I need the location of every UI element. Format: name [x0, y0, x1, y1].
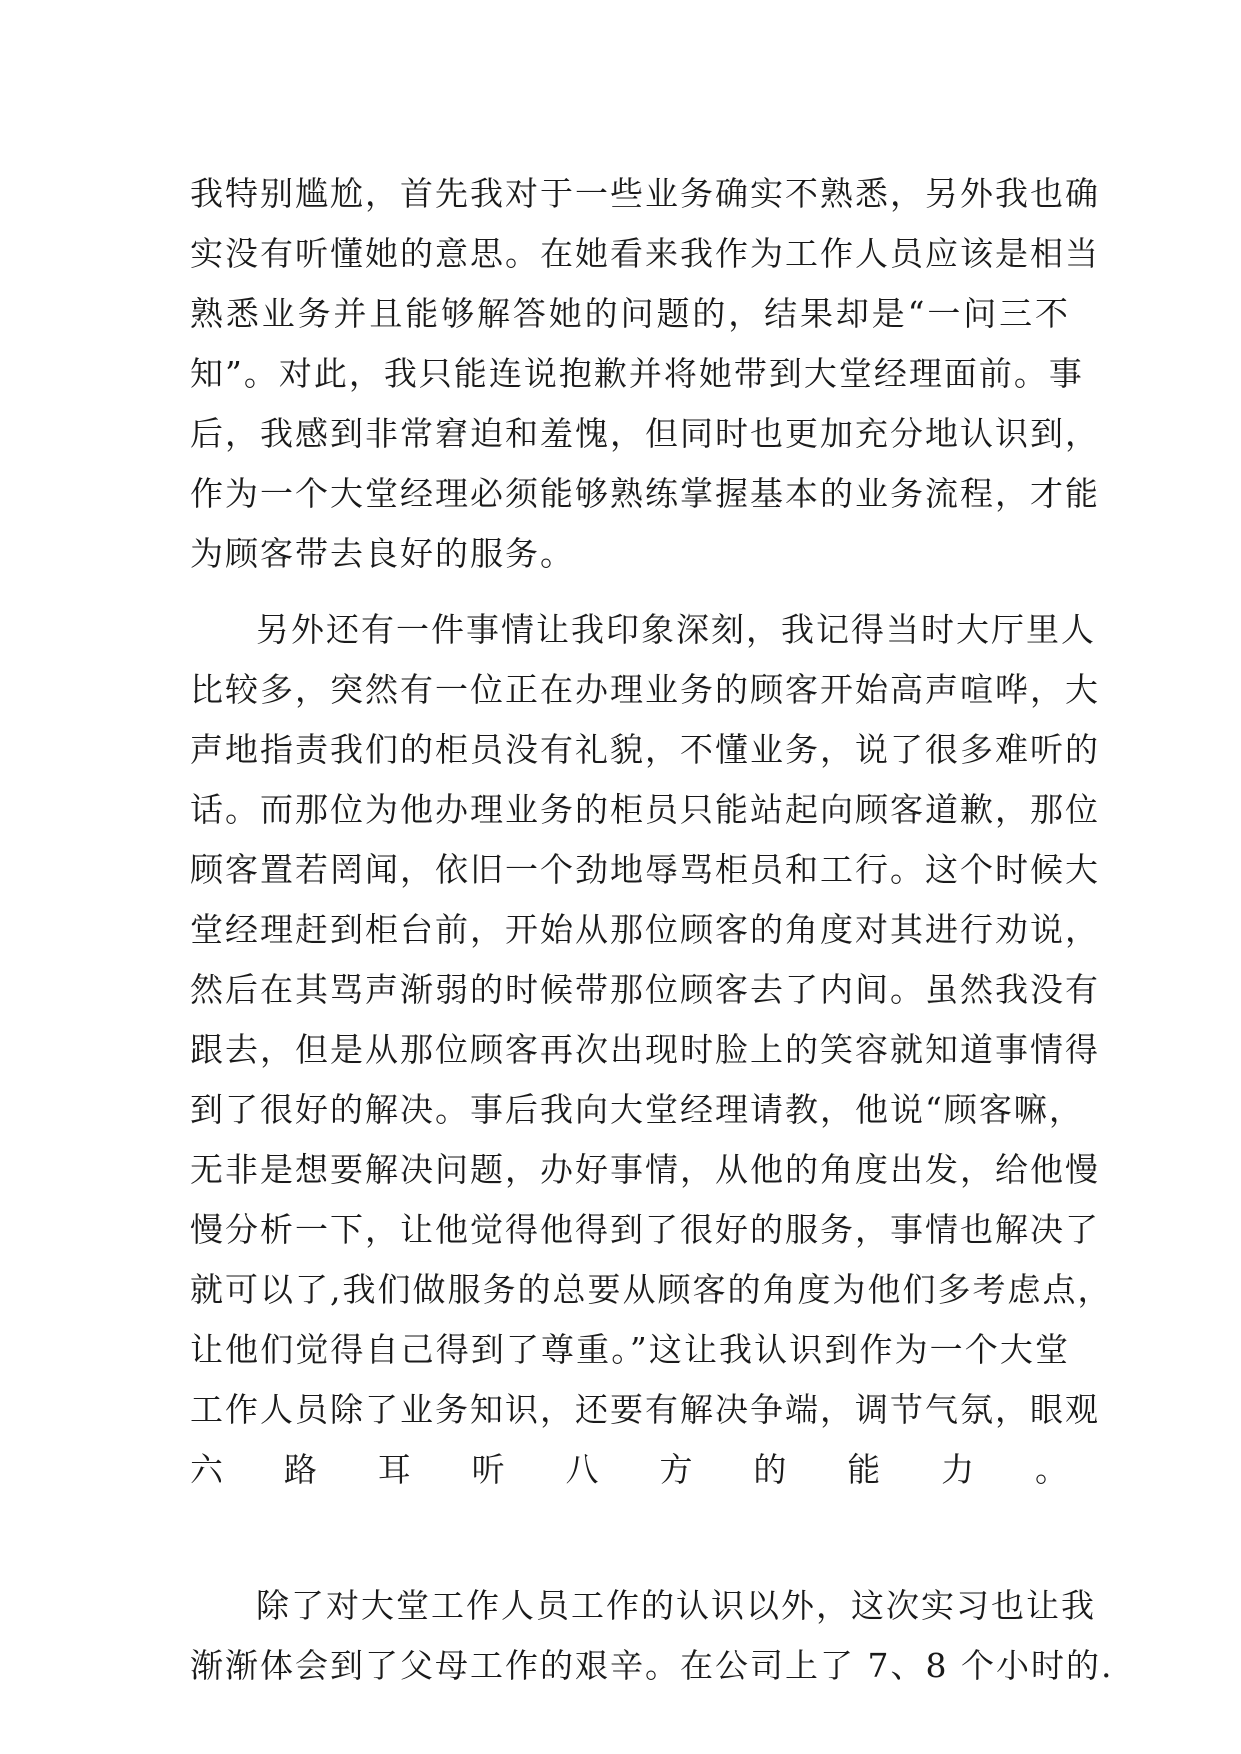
- text-line: 让他们觉得自己得到了尊重。”这让我认识到作为一个大堂: [190, 1330, 1070, 1369]
- text-line: 我特别尴尬，首先我对于一些业务确实不熟悉，另外我也确: [190, 174, 1100, 213]
- text-line: 知”。对此，我只能连说抱歉并将她带到大堂经理面前。事: [190, 354, 1084, 393]
- text-line: 然后在其骂声渐弱的时候带那位顾客去了内间。虽然我没有: [190, 970, 1100, 1009]
- text-line: 除了对大堂工作人员工作的认识以外，这次实习也让我: [256, 1586, 1096, 1625]
- text-line: 顾客置若罔闻，依旧一个劲地辱骂柜员和工行。这个时候大: [190, 850, 1100, 889]
- paragraph-1: [190, 164, 1100, 584]
- text-line: 工作人员除了业务知识，还要有解决争端，调节气氛，眼观: [190, 1390, 1100, 1429]
- text-line: 渐渐体会到了父母工作的艰辛。在公司上了 7、8 个小时的.: [190, 1646, 1114, 1685]
- paragraph-2: [190, 600, 1113, 1560]
- document-body: [190, 164, 1114, 1696]
- text-line: 熟悉业务并且能够解答她的问题的，结果却是“一问三不: [190, 294, 1070, 333]
- text-line: 另外还有一件事情让我印象深刻，我记得当时大厅里人: [256, 610, 1096, 649]
- text-line: 无非是想要解决问题，办好事情，从他的角度出发，给他慢: [190, 1150, 1100, 1189]
- text-line: 比较多，突然有一位正在办理业务的顾客开始高声喧哗，大: [190, 670, 1100, 709]
- text-line: 跟去，但是从那位顾客再次出现时脸上的笑容就知道事情得: [190, 1030, 1100, 1069]
- text-line: 六路耳听八方的能力。: [190, 1450, 1070, 1489]
- text-line: [190, 1500, 1070, 1560]
- text-line: 后，我感到非常窘迫和羞愧，但同时也更加充分地认识到，: [190, 414, 1100, 453]
- text-line: 实没有听懂她的意思。在她看来我作为工作人员应该是相当: [190, 234, 1100, 273]
- text-line: 声地指责我们的柜员没有礼貌，不懂业务，说了很多难听的: [190, 730, 1100, 769]
- text-line: 就可以了,我们做服务的总要从顾客的角度为他们多考虑点，: [190, 1270, 1113, 1309]
- text-line: 话。而那位为他办理业务的柜员只能站起向顾客道歉，那位: [190, 790, 1100, 829]
- text-line: 作为一个大堂经理必须能够熟练掌握基本的业务流程，才能: [190, 474, 1100, 513]
- text-line: 到了很好的解决。事后我向大堂经理请教，他说“顾客嘛，: [190, 1090, 1084, 1129]
- text-line: 堂经理赶到柜台前，开始从那位顾客的角度对其进行劝说，: [190, 910, 1100, 949]
- text-line: 慢分析一下，让他觉得他得到了很好的服务，事情也解决了: [190, 1210, 1100, 1249]
- text-line: 为顾客带去良好的服务。: [190, 534, 575, 573]
- paragraph-3: [190, 1576, 1114, 1696]
